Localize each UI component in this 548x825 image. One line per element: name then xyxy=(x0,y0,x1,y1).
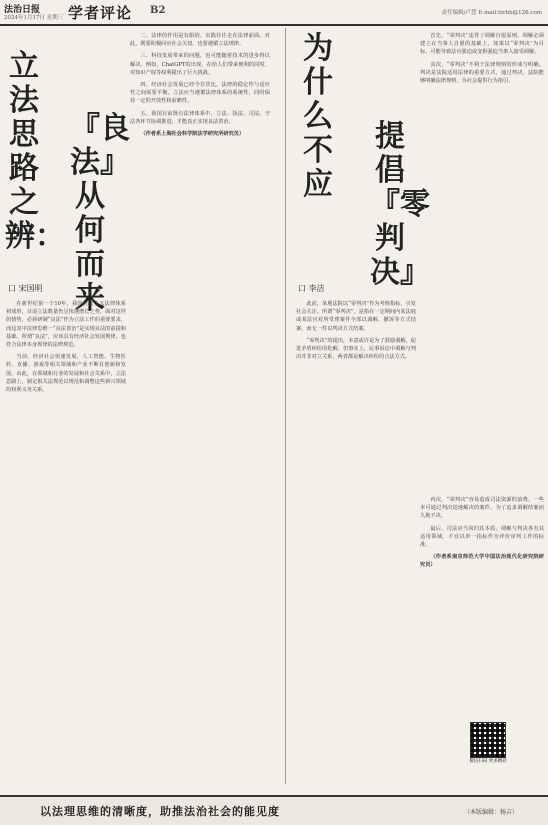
article-a-column-1 xyxy=(6,300,126,784)
article-a-para6: 五、我国目前既有法律体系中，立法、执法、司法、守法各环节协调推进，才能真正实现良法善治。 xyxy=(130,110,270,125)
article-b-byline: 口 李洁 xyxy=(298,284,325,293)
article-b-title-line1: 为什么不应 xyxy=(303,31,333,202)
page-number: B2 xyxy=(150,5,166,16)
article-b-para2: “零判决”的提出，本意或许是为了鼓励调解，促进矛盾纠纷的化解。但事实上，民事诉讼中调解与判决并非对立关系，两者都是解决纠纷的合法方式。 xyxy=(296,337,416,361)
article-a-para1: 在新世纪第一个10年，我国社会主义法律体系初成形，目前立法数量仍呈快速增长之势。面对这样的情势，必须研制“良法”作为立法工作的重要要求，而这其中法律思维一“良法善治”是实现良法的前提和基础。所谓“良法”，应该具有经济社会发展规律，也符合法律本身规律的法律规范。 xyxy=(6,301,126,349)
article-b-note: （作者系南京师范大学中国法治现代化研究院研究员） xyxy=(420,554,544,569)
article-a-title-line1: 立法思路之辨： xyxy=(5,49,65,254)
article-b-para3: 首先，“零判决”违背了调解自愿原则。调解必须建立在当事人自愿的基础上，如果以“零判决”为目标，可能导致法官强迫或变相强迫当事人接受调解。 xyxy=(420,33,544,56)
section-title: 学者评论 xyxy=(68,4,133,22)
article-b-column-3 xyxy=(420,496,544,716)
qr-label: 微信扫码 更多精彩 xyxy=(469,759,507,764)
article-a-para4: 三、科技发展带来的问题，也可能随着技术的进步得以解决。例如，ChatGPT的出现，在给人们带来便利的同时，对知识产权等权利提出了巨大挑战。 xyxy=(130,53,270,76)
article-a-byline: 口 宋国明 xyxy=(8,284,43,293)
article-b-para5: 再次，“零判决”容易造成司法资源的浪费。一些本可通过判决迅速解决的案件，为了追求调解结案而久拖不决。 xyxy=(420,497,544,520)
footer-editor: （本版编辑：杨吉） xyxy=(463,809,518,816)
article-b-para6: 最后，司法应当回归其本质，调解与判决各有其适用领域，不宜以单一指标作为评价审判工作的标准。 xyxy=(420,525,544,549)
editor-info: 责任编辑/卢慧 E-mail:fzrbb@126.com xyxy=(441,10,542,16)
issue-date: 2024年1月17日 星期三 xyxy=(4,15,64,21)
article-b-para4: 其次，“零判决”不利于法律规则的形成与明确。判决是法院适用法律的重要方式，通过判决，法院能够明确法律规则，为社会提供行为指引。 xyxy=(420,61,544,85)
article-a-para2: 当前，经济社会快速发展，人工智能、生物医药、直播、游戏等相关领域和产业不断有创新和发展，由此，在领域和行业的发展和社会关系中，立法思路上，制定相关法规范以规范和调整这些新兴领域的权利义务关系。 xyxy=(6,354,126,394)
footer-slogan: 以法理思维的清晰度，助推法治社会的能见度 xyxy=(40,805,280,818)
article-b-para1: 此前，某地法院以“零判决”作为考核指标，引发社会关注。所谓“零判决”，是指在一定期间内某法庭或某法官对所受理案件全部以调解、撤诉等方式结案，而无一件以判决方式结案。 xyxy=(296,301,416,332)
article-b-column-2 xyxy=(420,32,544,492)
article-a-note: （作者系上海社会科学院法学研究所研究员） xyxy=(140,131,245,138)
article-b-column-1 xyxy=(296,300,416,784)
article-b-title-line2: 提倡『零判决』 xyxy=(370,119,430,290)
page-footer xyxy=(0,795,548,825)
newspaper-logo: 法治日报 xyxy=(4,5,41,15)
article-a-column-2 xyxy=(130,32,270,784)
article-a-para5: 四、经济社会发展已经今非昔比，法律的稳定性与适应性之间需要平衡。立法应当遵循法律体系的系统性，同时保持一定的开放性和前瞻性。 xyxy=(130,82,270,105)
qr-code[interactable] xyxy=(470,722,506,758)
masthead xyxy=(0,0,548,26)
column-divider xyxy=(285,28,286,784)
article-a-title-line2: 『良法』从何而来 xyxy=(70,111,130,316)
article-a-para3: 二、法律的作用是有限的。实践往往走在法律前面。对此，既要积极回应社会关切，也要遵循立法规律。 xyxy=(130,33,270,48)
